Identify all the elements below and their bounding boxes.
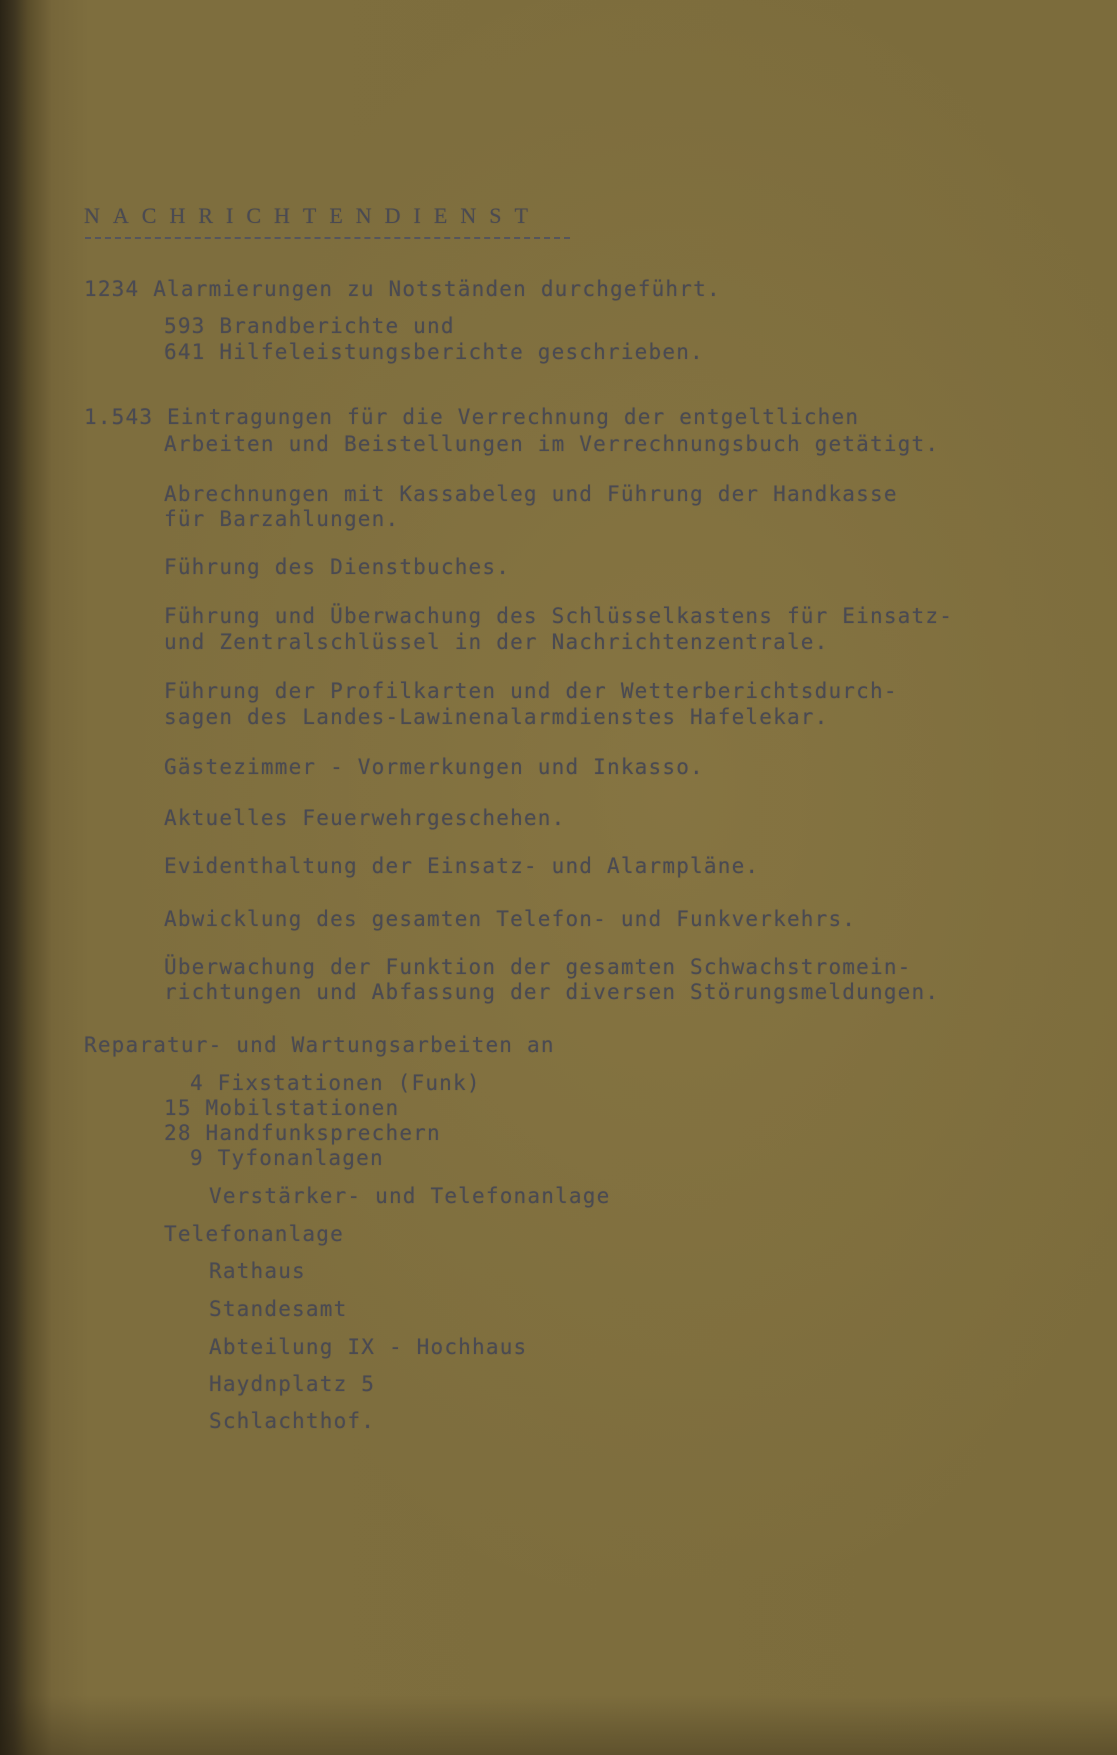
line-profilkarten-cont: sagen des Landes-Lawinenalarmdienstes Hafelekar. bbox=[164, 705, 829, 729]
line-haydnplatz: Haydnplatz 5 bbox=[209, 1372, 376, 1396]
line-funkverkehr: Abwicklung des gesamten Telefon- und Funkverkehrs. bbox=[164, 907, 857, 931]
line-abrechnungen: Abrechnungen mit Kassabeleg und Führung der Handkasse bbox=[164, 482, 898, 506]
line-schlachthof: Schlachthof. bbox=[209, 1409, 376, 1433]
line-alarmierungen: 1234 Alarmierungen zu Notständen durchgeführt. bbox=[84, 277, 721, 301]
line-rathaus: Rathaus bbox=[209, 1259, 306, 1283]
line-eintragungen: 1.543 Eintragungen für die Verrechnung der entgeltlichen bbox=[84, 405, 860, 429]
line-verstaerker: Verstärker- und Telefonanlage bbox=[209, 1184, 611, 1208]
line-schluesselkasten: Führung und Überwachung des Schlüsselkastens für Einsatz- bbox=[164, 604, 954, 628]
line-standesamt: Standesamt bbox=[209, 1297, 348, 1321]
line-schwachstrom: Überwachung der Funktion der gesamten Schwachstromein- bbox=[164, 955, 912, 979]
line-telefonanlage: Telefonanlage bbox=[164, 1222, 344, 1246]
line-schluesselkasten-cont: und Zentralschlüssel in der Nachrichtenzentrale. bbox=[164, 630, 829, 654]
line-gaestezimmer: Gästezimmer - Vormerkungen und Inkasso. bbox=[164, 755, 704, 779]
line-feuerwehrgeschehen: Aktuelles Feuerwehrgeschehen. bbox=[164, 806, 566, 830]
page-shadow bbox=[0, 1695, 1117, 1755]
line-dienstbuch: Führung des Dienstbuches. bbox=[164, 555, 511, 579]
line-brandberichte: 593 Brandberichte und bbox=[164, 314, 455, 338]
line-profilkarten: Führung der Profilkarten und der Wetterberichtsdurch- bbox=[164, 679, 898, 703]
heading-underline bbox=[85, 237, 570, 239]
line-abrechnungen-cont: für Barzahlungen. bbox=[164, 507, 400, 531]
line-handfunksprecher: 28 Handfunksprechern bbox=[164, 1121, 441, 1145]
line-reparatur: Reparatur- und Wartungsarbeiten an bbox=[84, 1033, 555, 1057]
line-mobilstationen: 15 Mobilstationen bbox=[164, 1096, 400, 1120]
line-fixstationen: 4 Fixstationen (Funk) bbox=[190, 1071, 481, 1095]
line-abteilung: Abteilung IX - Hochhaus bbox=[209, 1335, 528, 1359]
line-tyfonanlagen: 9 Tyfonanlagen bbox=[190, 1146, 384, 1170]
line-eintragungen-cont: Arbeiten und Beistellungen im Verrechnungsbuch getätigt. bbox=[164, 432, 940, 456]
line-hilfeleistungsberichte: 641 Hilfeleistungsberichte geschrieben. bbox=[164, 340, 704, 364]
line-alarmplaene: Evidenthaltung der Einsatz- und Alarmpläne. bbox=[164, 854, 760, 878]
section-heading: NACHRICHTENDIENST bbox=[84, 203, 541, 228]
line-schwachstrom-cont: richtungen und Abfassung der diversen Störungsmeldungen. bbox=[164, 980, 940, 1004]
